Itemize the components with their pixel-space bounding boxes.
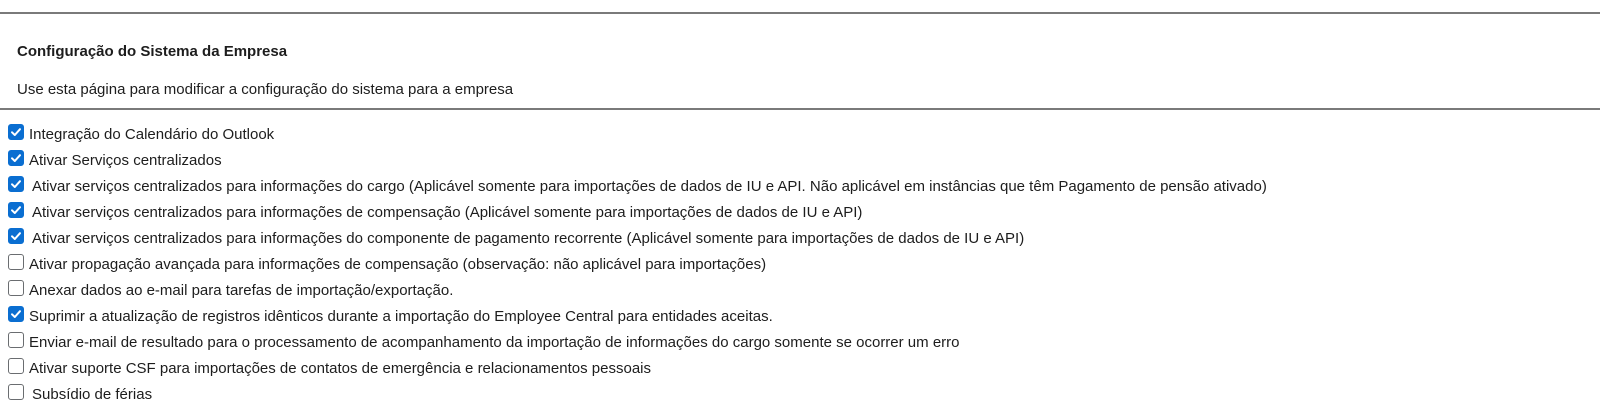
checkmark-icon <box>10 152 22 164</box>
page-title: Configuração do Sistema da Empresa <box>17 43 288 60</box>
checkbox[interactable] <box>8 124 24 140</box>
settings-checkbox-list <box>8 122 1588 408</box>
option-suppress-identical-records[interactable] <box>8 304 1588 330</box>
option-label: Integração do Calendário do Outlook <box>29 126 275 143</box>
checkmark-icon <box>10 308 22 320</box>
checkbox[interactable] <box>8 280 24 296</box>
option-label: Ativar Serviços centralizados <box>29 152 222 169</box>
option-advanced-propagation[interactable] <box>8 252 1588 278</box>
option-outlook-calendar[interactable] <box>8 122 1588 148</box>
option-label: Enviar e-mail de resultado para o processamento de acompanhamento da importação de informações do cargo somente se ocorrer um erro <box>29 334 960 351</box>
option-label: Ativar serviços centralizados para informações do cargo (Aplicável somente para importações de dados de IU e API. Não aplicável em instâncias que têm Pagamento de pensão ativado) <box>32 178 1267 195</box>
checkbox[interactable] <box>8 228 24 244</box>
option-label: Ativar propagação avançada para informações de compensação (observação: não aplicável para importações) <box>29 256 767 273</box>
option-centralized-compensation[interactable] <box>8 200 1588 226</box>
checkbox[interactable] <box>8 306 24 322</box>
option-csf-support[interactable] <box>8 356 1588 382</box>
header-divider <box>0 108 1600 110</box>
page-header <box>17 42 1587 100</box>
option-attach-data-email[interactable] <box>8 278 1588 304</box>
checkmark-icon <box>10 204 22 216</box>
option-label: Anexar dados ao e-mail para tarefas de importação/exportação. <box>29 282 454 299</box>
top-divider <box>0 12 1600 14</box>
checkbox[interactable] <box>8 150 24 166</box>
option-label: Ativar suporte CSF para importações de contatos de emergência e relacionamentos pessoais <box>29 360 651 377</box>
option-centralized-services[interactable] <box>8 148 1588 174</box>
option-email-on-error[interactable] <box>8 330 1588 356</box>
option-centralized-recurring-pay[interactable] <box>8 226 1588 252</box>
option-label: Subsídio de férias <box>32 386 153 403</box>
page-subtitle: Use esta página para modificar a configuração do sistema para a empresa <box>17 81 514 98</box>
option-label: Suprimir a atualização de registros idênticos durante a importação do Employee Central para entidades aceitas. <box>29 308 773 325</box>
option-vacation-allowance[interactable] <box>8 382 1588 408</box>
checkmark-icon <box>10 178 22 190</box>
checkmark-icon <box>10 230 22 242</box>
checkbox[interactable] <box>8 254 24 270</box>
checkbox[interactable] <box>8 358 24 374</box>
checkbox[interactable] <box>8 384 24 400</box>
checkbox[interactable] <box>8 202 24 218</box>
option-centralized-job-info[interactable] <box>8 174 1588 200</box>
checkbox[interactable] <box>8 332 24 348</box>
option-label: Ativar serviços centralizados para informações de compensação (Aplicável somente para importações de dados de IU e API) <box>32 204 863 221</box>
option-label: Ativar serviços centralizados para informações do componente de pagamento recorrente (Aplicável somente para importações de dados de IU e API) <box>32 230 1025 247</box>
checkbox[interactable] <box>8 176 24 192</box>
checkmark-icon <box>10 126 22 138</box>
